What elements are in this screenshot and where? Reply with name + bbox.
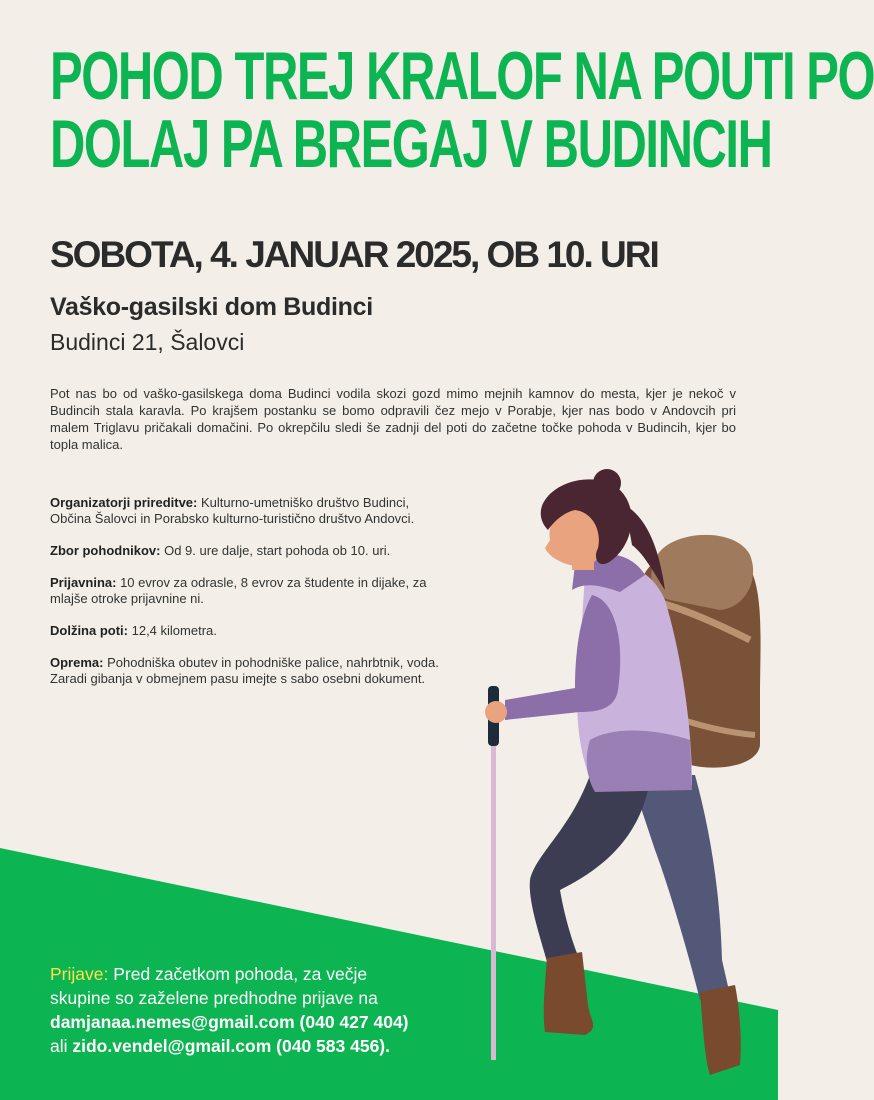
signup-line-4 (50, 1034, 470, 1058)
signup-text-1: Pred začetkom pohoda, za večje (108, 964, 368, 984)
venue-address: Budinci 21, Šalovci (50, 329, 245, 355)
signup-line-2: skupine so zaželene predhodne prijave na (50, 988, 378, 1008)
email-link-2[interactable]: zido.vendel@gmail.com (72, 1036, 272, 1056)
detail-text: Pohodniška obutev in pohodniške palice, nahrbtnik, voda. Zaradi gibanja v obmejnem pasu imejte s sabo osebni dokument. (50, 655, 439, 686)
venue-name: Vaško-gasilski dom Budinci (50, 293, 373, 321)
front-leg (530, 775, 650, 965)
signup-info (50, 962, 470, 1058)
back-boot (700, 985, 741, 1075)
detail-label: Dolžina poti: (50, 623, 128, 638)
phone-2: (040 583 456). (271, 1036, 390, 1056)
poster-title (50, 38, 874, 182)
signup-ali: ali (50, 1036, 73, 1056)
front-boot (544, 952, 593, 1035)
detail-meeting (50, 543, 440, 559)
signup-line-3 (50, 1010, 470, 1034)
title-line-2: DOLAJ PA BREGAJ V BUDINCIH (50, 106, 772, 182)
phone-1: (040 427 404) (294, 1012, 409, 1032)
event-details (50, 495, 440, 703)
detail-organizers (50, 495, 440, 527)
detail-text: Od 9. ure dalje, start pohoda ob 10. uri. (160, 543, 391, 558)
email-link-1[interactable]: damjanaa.nemes@gmail.com (50, 1012, 295, 1032)
detail-label: Prijavnina: (50, 575, 117, 590)
signup-line-1 (50, 962, 470, 986)
arm (505, 595, 620, 720)
hand (485, 701, 507, 723)
back-leg (630, 775, 730, 1000)
hiker-illustration (470, 460, 770, 1090)
detail-label: Zbor pohodnikov: (50, 543, 161, 558)
detail-text: 10 evrov za odrasle, 8 evrov za študente in dijake, za mlajše otroke prijavnine ni. (50, 575, 427, 606)
detail-equipment (50, 655, 440, 687)
signup-prefix: Prijave: (50, 964, 109, 984)
title-line-1: POHOD TREJ KRALOF NA POUTI PO (50, 38, 874, 114)
intro-paragraph: Pot nas bo od vaško-gasilskega doma Budinci vodila skozi gozd mimo mejnih kamnov do mesta, kjer je nekoč v Budincih stala karavla. Po krajšem postanku se bomo odpravili čez mejo v Porabje, kjer nas bodo v Andovcih pri malem Triglavu pričakali domačini. Po okrepčilu sledi še zadnji del poti do začetne točke pohoda v Budincih, kjer bo topla malica. (50, 386, 736, 452)
event-date: SOBOTA, 4. JANUAR 2025, OB 10. URI (50, 234, 658, 275)
detail-label: Organizatorji prireditve: (50, 495, 198, 510)
hair-bun (593, 469, 621, 497)
detail-length (50, 623, 440, 639)
backpack-roll (651, 535, 753, 610)
jacket-hip (587, 731, 692, 792)
detail-text: Kulturno-umetniško društvo Budinci, Občina Šalovci in Porabsko kulturno-turistično društvo Andovci. (50, 495, 415, 526)
pole-shaft (491, 745, 496, 1060)
detail-fee (50, 575, 440, 607)
detail-label: Oprema: (50, 655, 104, 670)
detail-text: 12,4 kilometra. (128, 623, 217, 638)
